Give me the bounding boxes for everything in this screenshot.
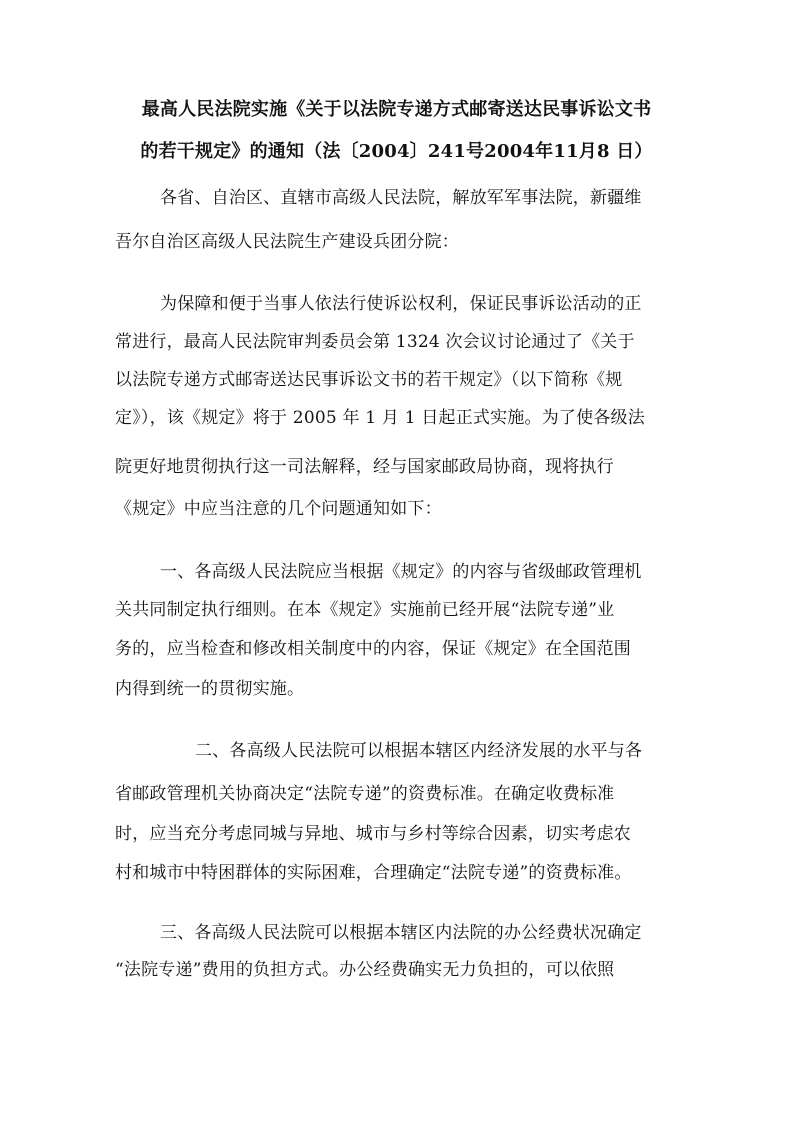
salutation-line-1: 各省、自治区、直辖市高级人民法院，解放军军事法院，新疆维 [160,188,642,208]
item-3-line-2: “法院专递”费用的负担方式。办公经费确实无力负担的，可以依照 [115,960,615,980]
item-1-line-1: 一、各高级人民法院应当根据《规定》的内容与省级邮政管理机 [160,562,642,582]
document-title-line-1: 最高人民法院实施《关于以法院专递方式邮寄送达民事诉讼文书 [141,99,652,120]
item-2-line-2: 省邮政管理机关协商决定“法院专递”的资费标准。在确定收费标准 [115,784,615,804]
paragraph-1-line-3: 以法院专递方式邮寄送达民事诉讼文书的若干规定》（以下简称《规 [115,370,623,390]
item-3-line-1: 三、各高级人民法院可以根据本辖区内法院的办公经费状况确定 [160,923,642,943]
item-1-line-4: 内得到统一的贯彻实施。 [115,679,305,699]
paragraph-1-line-5: 院更好地贯彻执行这一司法解释，经与国家邮政局协商，现将执行 [115,457,614,477]
paragraph-1-line-6: 《规定》中应当注意的几个问题通知如下： [115,499,442,519]
item-2-line-1: 二、各高级人民法院可以根据本辖区内经济发展的水平与各 [195,741,643,761]
item-2-line-3: 时，应当充分考虑同城与异地、城市与乡村等综合因素，切实考虑农 [115,824,631,844]
item-1-line-3: 务的，应当检查和修改相关制度中的内容，保证《规定》在全国范围 [115,639,631,659]
salutation-line-2: 吾尔自治区高级人民法院生产建设兵团分院： [115,232,459,252]
document-title-line-2: 的若干规定》的通知（法〔2004〕241号2004年11月8 日） [140,141,653,162]
paragraph-1-line-1: 为保障和便于当事人依法行使诉讼权利，保证民事诉讼活动的正 [160,294,642,314]
item-1-line-2: 关共同制定执行细则。在本《规定》实施前已经开展“法院专递”业 [115,600,615,620]
paragraph-1-line-2: 常进行，最高人民法院审判委员会第 1324 次会议讨论通过了《关于 [115,332,635,352]
item-2-line-4: 村和城市中特困群体的实际困难，合理确定“法院专递”的资费标准。 [115,863,632,883]
paragraph-1-line-4: 定》），该《规定》将于 2005 年 1 月 1 日起正式实施。为了使各级法 [115,408,645,428]
